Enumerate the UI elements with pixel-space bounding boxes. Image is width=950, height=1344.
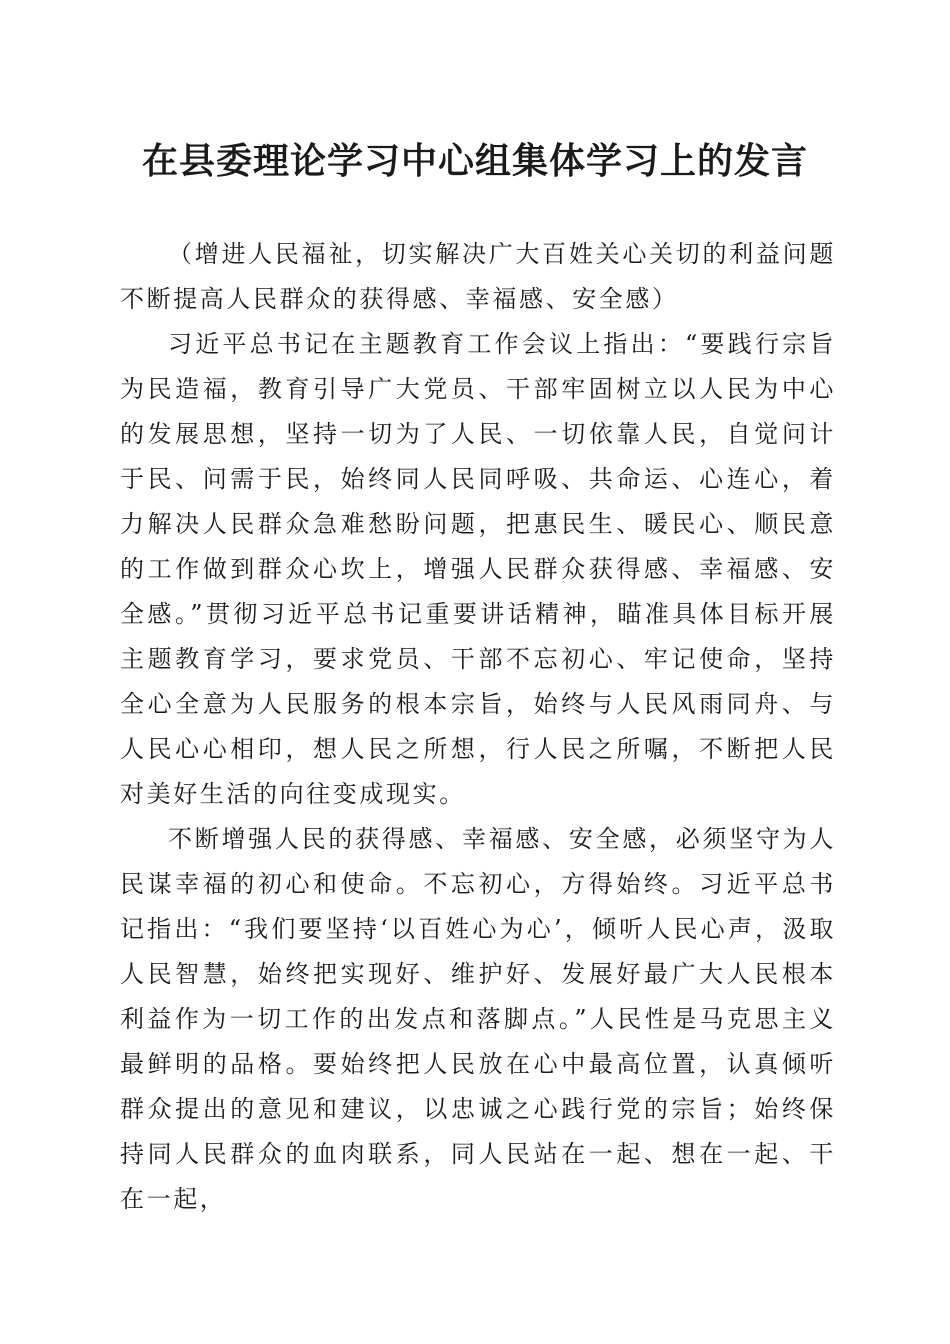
- document-subtitle: （增进人民福祉，切实解决广大百姓关心关切的利益问题不断提高人民群众的获得感、幸福感、安全感）: [120, 240, 836, 313]
- document-body: [120, 232, 836, 1222]
- document-title: 在县委理论学习中心组集体学习上的发言: [141, 140, 808, 182]
- body-paragraph: 不断增强人民的获得感、幸福感、安全感，必须坚守为人民谋幸福的初心和使命。不忘初心，方得始终。习近平总书记指出：“我们要坚持‘以百姓心为心’，倾听人民心声，汲取人民智慧，始终把实现好、维护好、发展好最广大人民根本利益作为一切工作的出发点和落脚点。”人民性是马克思主义最鲜明的品格。要始终把人民放在心中最高位置，认真倾听群众提出的意见和建议，以忠诚之心践行党的宗旨；始终保持同人民群众的血肉联系，同人民站在一起、想在一起、干在一起，: [120, 825, 836, 1213]
- body-paragraph: 习近平总书记在主题教育工作会议上指出：“要践行宗旨为民造福，教育引导广大党员、干部牢固树立以人民为中心的发展思想，坚持一切为了人民、一切依靠人民，自觉问计于民、问需于民，始终同人民同呼吸、共命运、心连心，着力解决人民群众急难愁盼问题，把惠民生、暖民心、顺民意的工作做到群众心坎上，增强人民群众获得感、幸福感、安全感。”贯彻习近平总书记重要讲话精神，瞄准具体目标开展主题教育学习，要求党员、干部不忘初心、牢记使命，坚持全心全意为人民服务的根本宗旨，始终与人民风雨同舟、与人民心心相印，想人民之所想，行人民之所嘱，不断把人民对美好生活的向往变成现实。: [120, 330, 836, 808]
